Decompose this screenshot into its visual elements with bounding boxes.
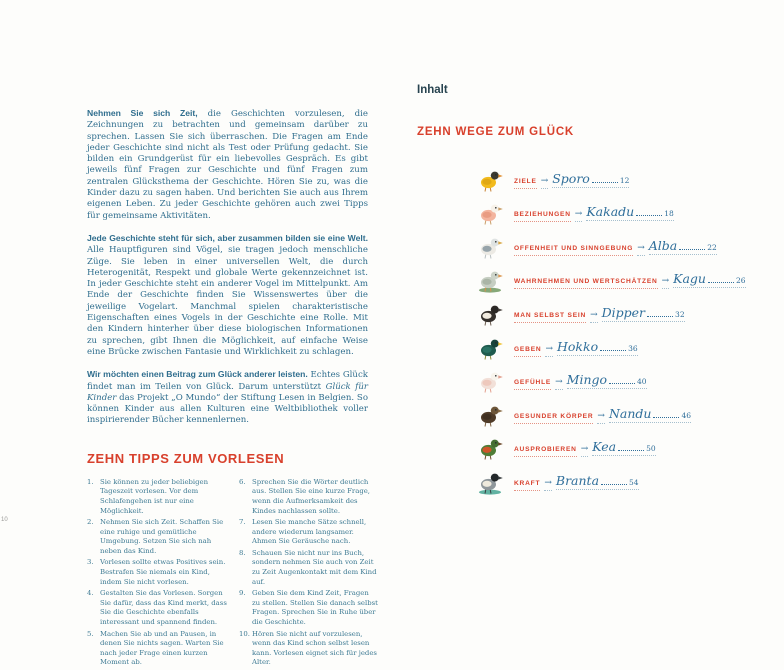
paragraph-text: Alle Hauptfiguren sind Vögel, sie tragen jedoch menschliche Züge. Sie leben in einer universellen Welt, die durch Heterogenität, Respekt und globale Werte gekennzeichnet ist. In jeder Geschichte steht ein anderer Vogel im Mittelpunkt. Am Ende der Geschichte finden Sie Wissenswertes über die jeweilige Vogelart. Manchmal spielen charakteristische Eigenschaften eines Vogels in der Geschichte eine Rolle. Mit den Kindern hinterher über diese biologischen Informationen zu sprechen, gibt Ihnen die Möglichkeit, auf einfache Weise eine Brücke zwischen Fantasie und Wirklichkeit zu schlagen. <box>87 245 368 357</box>
toc-category: AUSPROBIEREN <box>514 446 577 457</box>
tip-text: Geben Sie dem Kind Zeit, Fragen zu stellen. Stellen Sie danach selbst Fragen. Sprechen Sie in Ruhe über die Geschichte. <box>252 589 378 627</box>
flamingo-icon <box>477 368 503 394</box>
tip-item <box>87 478 227 516</box>
toc-category: MAN SELBST SEIN <box>514 312 586 323</box>
toc-entry-line <box>514 406 691 424</box>
toc-title-segment <box>557 339 638 356</box>
toc-entry-line <box>514 439 656 457</box>
arrow-icon: → <box>545 344 553 357</box>
paragraph-lead: Nehmen Sie sich Zeit, <box>87 108 198 118</box>
toc-entry <box>477 326 777 360</box>
arrow-icon: → <box>555 377 563 390</box>
toc-title: Kagu <box>673 271 706 287</box>
intro-paragraph-3 <box>87 369 368 426</box>
tip-text: Schauen Sie nicht nur ins Buch, sondern nehmen Sie auch von Zeit zu Zeit Augenkontakt mit dem Kind auf. <box>252 548 377 586</box>
tip-text: Sie können zu jeder beliebigen Tageszeit vorlesen. Vor dem Schlafengehen ist nur eine Möglichkeit. <box>100 477 209 515</box>
toc-entry-line <box>514 339 638 357</box>
tip-number: 1. <box>87 477 94 486</box>
toc-category: GESUNDER KÖRPER <box>514 413 593 424</box>
toc-entry <box>477 427 777 461</box>
toc-title-segment <box>567 372 647 389</box>
toc-title-segment <box>673 271 745 288</box>
toc-entry-line <box>514 473 639 491</box>
toc-entry <box>477 225 777 259</box>
tip-text: Gestalten Sie das Vorlesen. Sorgen Sie dafür, dass das Kind merkt, dass Sie die Geschichte ebenfalls interessant und spannend finden. <box>100 589 227 627</box>
curassow-icon <box>477 335 503 361</box>
toc-page-number: 12 <box>619 175 630 185</box>
toc-title-segment <box>609 406 691 423</box>
dipper-icon <box>477 301 503 327</box>
arrow-icon: → <box>544 478 552 491</box>
tip-number: 3. <box>87 558 94 567</box>
toc-title: Kea <box>592 439 617 455</box>
toc-page-number: 46 <box>681 410 692 420</box>
tip-number: 9. <box>239 589 246 598</box>
page-number: 10 <box>1 517 8 523</box>
arrow-icon: → <box>575 209 583 222</box>
goose-icon <box>477 469 503 495</box>
intro-paragraph-2 <box>87 233 368 358</box>
paragraph-text: das Projekt „O Mundo“ der Stiftung Lesen in Belgien. So können Kinder aus allen Kulturen eine Weltbibliothek voller inspirierender Bücher kennenlernen. <box>87 392 368 426</box>
tips-list <box>87 478 379 670</box>
tip-text: Nehmen Sie sich Zeit. Schaffen Sie eine ruhige und gemütliche Umgebung. Setzen Sie sich nah neben das Kind. <box>100 518 224 555</box>
intro-paragraph-1 <box>87 108 368 222</box>
toc-title: Hokko <box>557 338 599 354</box>
arrow-icon: → <box>541 176 549 189</box>
dotted-leader-icon <box>601 482 627 485</box>
toc-entry-line <box>514 271 746 289</box>
toc-title-segment <box>586 204 673 221</box>
toc-title: Nandu <box>608 405 652 421</box>
arrow-icon: → <box>662 276 670 289</box>
arrow-icon: → <box>597 411 605 424</box>
paragraph-text: die Geschichten vorzulesen, die Zeichnungen zu betrachten und gemeinsam darüber zu sprechen. Lassen Sie sich überraschen. Die Fragen am Ende jeder Geschichte sind nicht als Test oder Prüfung gedacht. Sie bilden ein Grundgerüst für ein liebevolles Gespräch. Es gibt jeweils fünf Fragen zur Geschichte und fünf Fragen zum zentralen Glücksthema der Geschichte. Hören Sie zu, was die Kinder dazu zu sagen haben. Und berichten Sie auch aus Ihrem eigenen Leben. Zu jeder Geschichte gehören auch zwei Tipps für gemeinsame Aktivitäten. <box>87 109 368 221</box>
toc-entry-line <box>514 171 629 189</box>
tip-item <box>239 630 379 668</box>
tip-item <box>87 589 227 627</box>
toc-category: ZIELE <box>514 178 537 189</box>
toc-title-segment <box>556 473 639 490</box>
tip-number: 2. <box>87 518 94 527</box>
toc-entry-line <box>514 204 674 222</box>
rhea-icon <box>477 402 503 428</box>
toc-title: Alba <box>648 237 678 253</box>
kea-icon <box>477 435 503 461</box>
albatross-icon <box>477 234 503 260</box>
kagu-icon <box>477 267 503 293</box>
tip-text: Machen Sie ab und an Pausen, in denen Sie nichts sagen. Warten Sie nach jeder Frage einen kurzen Moment ab. <box>100 629 224 667</box>
canary-icon <box>477 167 503 193</box>
dotted-leader-icon <box>708 280 734 283</box>
arrow-icon: → <box>581 444 589 457</box>
tip-item <box>239 589 379 627</box>
tip-number: 8. <box>239 548 246 557</box>
toc-page-number: 50 <box>646 444 656 454</box>
tip-number: 5. <box>87 629 94 638</box>
toc-title: Sporo <box>552 170 590 186</box>
toc-heading: ZEHN WEGE ZUM GLÜCK <box>417 126 575 138</box>
toc-title-segment <box>552 171 629 188</box>
tip-text: Vorlesen sollte etwas Positives sein. Bestrafen Sie niemals ein Kind, indem Sie nicht vorlesen. <box>100 558 226 586</box>
toc-entry <box>477 460 777 494</box>
toc-page-number: 22 <box>707 242 717 252</box>
book-title-inline: Glück für Kinder <box>87 381 369 403</box>
arrow-icon: → <box>590 310 598 323</box>
left-page <box>87 108 378 670</box>
dotted-leader-icon <box>592 180 618 183</box>
tips-heading: ZEHN TIPPS ZUM VORLESEN <box>87 450 285 466</box>
tip-text: Sprechen Sie die Wörter deutlich aus. Stellen Sie eine kurze Frage, wenn die Aufmerksamkeit des Kindes nachlassen sollte. <box>252 477 370 515</box>
toc-entry <box>477 158 777 192</box>
toc-category: KRAFT <box>514 480 540 491</box>
toc-category: GEBEN <box>514 346 541 357</box>
contents-title: Inhalt <box>417 84 448 96</box>
toc-title: Mingo <box>566 372 608 388</box>
toc-title-segment <box>592 439 655 456</box>
tip-item <box>239 478 379 516</box>
dotted-leader-icon <box>618 448 644 451</box>
tip-number: 10. <box>239 629 250 638</box>
tip-number: 6. <box>239 477 246 486</box>
toc-entry <box>477 259 777 293</box>
tip-item <box>87 558 227 587</box>
tips-column-left <box>87 478 227 670</box>
toc-entry <box>477 360 777 394</box>
toc-entry-line <box>514 238 717 256</box>
toc-entry-line <box>514 372 647 390</box>
table-of-contents <box>477 158 777 494</box>
tip-text: Hören Sie nicht auf vorzulesen, wenn das Kind schon selbst lesen kann. Vorlesen eignet sich für jedes Alter. <box>252 629 377 667</box>
right-page <box>417 84 747 138</box>
toc-title-segment <box>602 305 685 322</box>
toc-page-number: 18 <box>664 209 674 219</box>
toc-entry <box>477 292 777 326</box>
toc-page-number: 36 <box>628 343 638 353</box>
toc-title: Kakadu <box>586 204 635 220</box>
toc-category: OFFENHEIT UND SINNGEBUNG <box>514 245 633 256</box>
dotted-leader-icon <box>647 314 673 317</box>
dotted-leader-icon <box>679 247 705 250</box>
tip-item <box>239 518 379 547</box>
tip-item <box>87 518 227 556</box>
toc-page-number: 32 <box>675 309 685 319</box>
toc-category: BEZIEHUNGEN <box>514 211 571 222</box>
paragraph-text: Echtes Glück findet man im Teilen von Glück. Darum unterstützt <box>87 370 368 392</box>
paragraph-lead: Jede Geschichte steht für sich, aber zusammen bilden sie eine Welt. <box>87 232 368 243</box>
dotted-leader-icon <box>636 213 662 216</box>
tip-item <box>87 630 227 668</box>
toc-entry-line <box>514 305 685 323</box>
dotted-leader-icon <box>609 381 635 384</box>
toc-title: Branta <box>555 472 600 488</box>
arrow-icon: → <box>637 243 645 256</box>
tip-number: 4. <box>87 589 94 598</box>
toc-entry <box>477 192 777 226</box>
toc-page-number: 26 <box>735 276 746 286</box>
dotted-leader-icon <box>600 348 626 351</box>
toc-page-number: 40 <box>637 377 647 387</box>
tips-column-right <box>239 478 379 670</box>
tip-number: 7. <box>239 518 246 527</box>
toc-category: WAHRNEHMEN UND WERTSCHÄTZEN <box>514 278 658 289</box>
paragraph-lead: Wir möchten einen Beitrag zum Glück anderer leisten. <box>87 369 308 380</box>
toc-entry <box>477 393 777 427</box>
toc-title: Dipper <box>601 304 646 320</box>
dotted-leader-icon <box>653 415 679 418</box>
tip-text: Lesen Sie manche Sätze schnell, andere wiederum langsamer. Ahmen Sie Geräusche nach. <box>252 518 367 546</box>
cockatoo-icon <box>477 200 503 226</box>
tip-item <box>239 549 379 587</box>
toc-title-segment <box>649 238 717 255</box>
toc-category: GEFÜHLE <box>514 379 551 390</box>
toc-page-number: 54 <box>629 477 639 487</box>
